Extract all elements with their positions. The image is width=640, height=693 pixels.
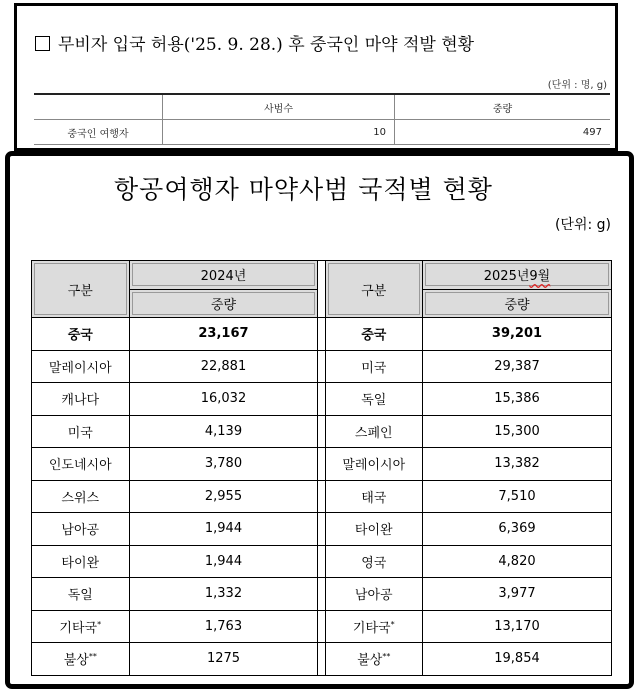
summary-header-blank	[34, 94, 163, 120]
right-country-text: 태국	[361, 490, 387, 506]
right-country-text: 남아공	[354, 588, 393, 604]
left-weight	[129, 513, 318, 546]
left-country-text: 스위스	[61, 490, 100, 506]
right-country	[325, 545, 423, 578]
summary-header-row	[34, 94, 610, 120]
right-weight-text: 7,510	[498, 488, 536, 504]
checkbox-square-icon	[35, 36, 50, 51]
left-weight	[129, 383, 318, 416]
right-weight-text: 13,170	[494, 618, 540, 634]
right-weight	[423, 318, 612, 351]
column-gap	[318, 513, 325, 546]
right-country-text: 독일	[361, 393, 387, 409]
right-period-month: 9월	[529, 269, 551, 285]
right-weight	[423, 480, 612, 513]
table-row	[32, 545, 612, 578]
right-weight-text: 4,820	[498, 553, 536, 569]
table-body	[32, 318, 612, 676]
right-country-text: 타이완	[354, 523, 393, 539]
left-period-header: 2024년	[129, 261, 318, 290]
table-row	[32, 513, 612, 546]
left-country-text: 타이완	[61, 555, 100, 571]
left-country-text: 인도네시아	[48, 458, 112, 474]
table-row	[32, 383, 612, 416]
left-weight-text: 1,332	[204, 586, 243, 602]
left-country	[32, 415, 130, 448]
left-country-text: 기타국	[59, 620, 98, 636]
column-gap	[318, 610, 325, 643]
right-weight-text: 13,382	[494, 456, 540, 472]
right-weight	[423, 545, 612, 578]
column-gap	[318, 480, 325, 513]
right-weight	[423, 350, 612, 383]
left-weight-text: 1275	[206, 651, 241, 667]
summary-header-weight: 중량	[395, 94, 611, 120]
right-metric-header: 중량	[423, 289, 612, 318]
left-metric-header: 중량	[129, 289, 318, 318]
column-gap	[318, 415, 325, 448]
summary-unit: (단위 : 명, g)	[547, 80, 607, 91]
left-country-text: 중국	[67, 328, 93, 344]
right-period-header	[423, 261, 612, 290]
right-country	[325, 610, 423, 643]
left-country-text: 독일	[67, 588, 93, 604]
column-gap	[318, 578, 325, 611]
right-weight-text: 29,387	[494, 358, 540, 374]
table-row	[32, 578, 612, 611]
left-country-text: 말레이시아	[48, 360, 112, 376]
left-weight-text: 3,780	[204, 456, 243, 472]
left-country	[32, 480, 130, 513]
table-row	[32, 448, 612, 481]
right-weight	[423, 610, 612, 643]
right-country	[325, 350, 423, 383]
right-col-header: 구분	[325, 261, 423, 318]
summary-box	[14, 3, 618, 151]
right-country	[325, 318, 423, 351]
right-weight-text: 3,977	[498, 586, 536, 602]
right-weight	[423, 448, 612, 481]
column-gap	[318, 643, 325, 676]
right-country	[325, 480, 423, 513]
column-gap	[318, 383, 325, 416]
left-weight	[129, 350, 318, 383]
right-weight	[423, 383, 612, 416]
table-row	[32, 350, 612, 383]
column-gap	[318, 545, 325, 578]
right-weight-text: 19,854	[494, 651, 540, 667]
nationality-title-text: 항공여행자 마약사범 국적별 현황	[114, 175, 493, 204]
left-weight-text: 4,139	[204, 423, 243, 439]
table-row	[32, 480, 612, 513]
left-weight	[129, 643, 318, 676]
right-period-year: 2025년	[483, 269, 530, 285]
left-country	[32, 350, 130, 383]
left-weight-text: 23,167	[198, 326, 249, 342]
right-weight-text: 15,386	[494, 391, 540, 407]
left-country-text: 미국	[67, 425, 93, 441]
right-country	[325, 448, 423, 481]
column-gap	[318, 261, 325, 318]
left-country-text: 남아공	[61, 523, 100, 539]
right-country	[325, 383, 423, 416]
left-country	[32, 578, 130, 611]
footnote-mark: *	[97, 619, 102, 629]
right-weight	[423, 513, 612, 546]
left-weight	[129, 578, 318, 611]
summary-row	[34, 120, 610, 145]
summary-title-text: 무비자 입국 허용('25. 9. 28.) 후 중국인 마약 적발 현황	[58, 35, 475, 55]
right-weight-text: 6,369	[498, 521, 536, 537]
footnote-mark: **	[88, 652, 97, 662]
table-row	[32, 610, 612, 643]
right-country	[325, 578, 423, 611]
right-weight	[423, 643, 612, 676]
left-weight-text: 16,032	[200, 391, 247, 407]
right-country	[325, 513, 423, 546]
footnote-mark: **	[382, 652, 391, 662]
left-weight	[129, 318, 318, 351]
left-country-text: 캐나다	[61, 393, 100, 409]
right-country-text: 기타국	[352, 620, 391, 636]
nationality-box	[5, 151, 634, 689]
left-country	[32, 643, 130, 676]
table-row	[32, 643, 612, 676]
left-weight-text: 1,944	[204, 521, 243, 537]
left-col-header: 구분	[32, 261, 130, 318]
column-gap	[318, 448, 325, 481]
table-header-row-1	[32, 261, 612, 290]
right-weight-text: 15,300	[494, 423, 540, 439]
summary-header-count: 사범수	[163, 94, 395, 120]
right-country-text: 스페인	[354, 425, 393, 441]
summary-table	[34, 93, 610, 145]
summary-row-weight: 497	[395, 120, 611, 145]
left-weight	[129, 610, 318, 643]
right-weight	[423, 415, 612, 448]
summary-title	[35, 30, 474, 55]
nationality-table	[31, 260, 612, 676]
nationality-title	[10, 170, 629, 206]
left-weight-text: 22,881	[200, 358, 247, 374]
right-country-text: 말레이시아	[342, 458, 406, 474]
right-weight-text: 39,201	[491, 326, 543, 342]
left-weight	[129, 448, 318, 481]
left-country	[32, 448, 130, 481]
footnote-mark: *	[390, 619, 395, 629]
table-row	[32, 318, 612, 351]
right-weight	[423, 578, 612, 611]
left-country	[32, 610, 130, 643]
summary-row-count: 10	[163, 120, 395, 145]
right-country-text: 영국	[361, 555, 387, 571]
right-country-text: 미국	[361, 360, 387, 376]
right-country	[325, 415, 423, 448]
left-weight-text: 1,763	[204, 618, 243, 634]
left-country	[32, 545, 130, 578]
left-weight	[129, 545, 318, 578]
column-gap	[318, 318, 325, 351]
right-country-text: 중국	[361, 328, 387, 344]
right-country-text: 불상	[357, 653, 383, 669]
left-weight	[129, 415, 318, 448]
column-gap	[318, 350, 325, 383]
left-weight-text: 1,944	[204, 553, 243, 569]
nationality-unit: (단위: g)	[554, 217, 611, 233]
left-weight	[129, 480, 318, 513]
left-country	[32, 318, 130, 351]
left-country	[32, 383, 130, 416]
right-country	[325, 643, 423, 676]
left-country-text: 불상	[63, 653, 89, 669]
left-country	[32, 513, 130, 546]
left-weight-text: 2,955	[204, 488, 243, 504]
table-row	[32, 415, 612, 448]
summary-row-label: 중국인 여행자	[67, 128, 129, 140]
